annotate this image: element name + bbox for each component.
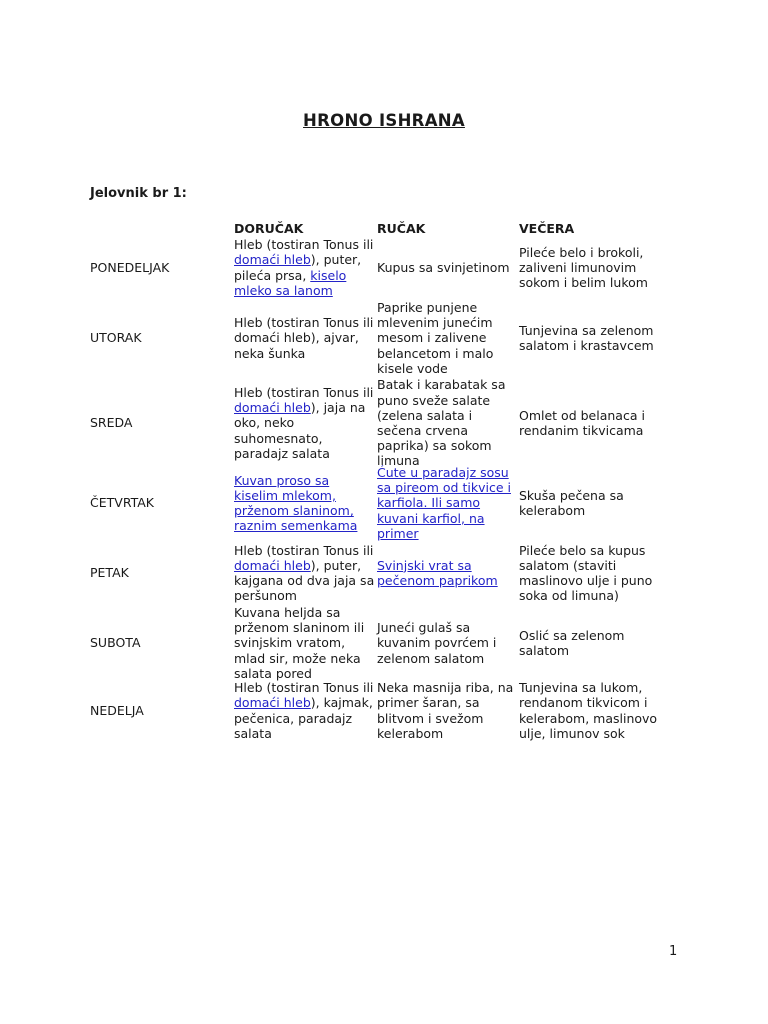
recipe-link[interactable]: kiselo mleko sa lanom (234, 267, 347, 298)
meal-text: Tunjevina sa zelenom salatom i krastavcem (519, 322, 654, 353)
day-label (90, 608, 230, 678)
menu-heading: Jelovnik br 1: (90, 186, 187, 201)
dinner-cell (519, 538, 669, 608)
table-row (90, 605, 670, 681)
table-row (90, 465, 670, 541)
meal-text: Tunjevina sa lukom, rendanom tikvicom i kelerabom, maslinovo ulje, limunov sok (519, 680, 658, 741)
table-header-row (90, 219, 670, 237)
meal-text: ), kajmak, pečenica, paradajz salata (234, 695, 373, 741)
page-number: 1 (669, 944, 678, 959)
meal-text: ), jaja na oko, neko suhomesnato, paradajz salata (234, 400, 366, 461)
breakfast-cell (234, 298, 376, 378)
meal-text: Juneći gulaš sa kuvanim povrćem i zelenom salatom (377, 620, 497, 666)
day-text: UTORAK (90, 330, 142, 346)
recipe-link[interactable]: Kuvan proso sa kiselim mlekom, prženom slaninom, raznim semenkama (234, 472, 358, 534)
day-label (90, 678, 230, 743)
table-row (90, 538, 670, 608)
header-breakfast: DORUČAK (234, 221, 304, 236)
table-row (90, 678, 670, 743)
meal-text: Batak i karabatak sa puno sveže salate (zelena salata i sečena crvena paprika) sa sokom limuna (377, 377, 506, 469)
lunch-cell (377, 678, 518, 743)
day-text: SUBOTA (90, 635, 141, 651)
meal-text: Neka masnija riba, na primer šaran, sa blitvom i svežom kelerabom (377, 680, 514, 741)
day-text: PONEDELJAK (90, 259, 170, 275)
meal-text: Paprike punjene mlevenim junećim mesom i zalivene belancetom i malo kisele vode (377, 299, 494, 376)
breakfast-cell (234, 378, 376, 468)
table-row (90, 378, 670, 468)
day-label (90, 468, 230, 538)
header-dinner: VEČERA (519, 221, 575, 236)
recipe-link[interactable]: Svinjski vrat sa pečenom paprikom (377, 557, 498, 588)
meal-table (90, 219, 670, 743)
table-body (90, 237, 670, 743)
meal-text: Hleb (tostiran Tonus ili (234, 680, 374, 696)
day-label (90, 237, 230, 298)
dinner-cell (519, 237, 669, 298)
dinner-cell (519, 678, 669, 743)
day-text: ČETVRTAK (90, 495, 155, 511)
day-label (90, 378, 230, 468)
breakfast-cell (234, 237, 376, 298)
lunch-cell (377, 608, 518, 678)
breakfast-cell (234, 538, 376, 608)
meal-text: Omlet od belanaca i rendanim tikvicama (519, 407, 645, 438)
meal-text: ), puter, pileća prsa, (234, 252, 362, 283)
day-label (90, 538, 230, 608)
meal-text: ), puter, kajgana od dva jaja sa peršunom (234, 557, 375, 604)
lunch-cell (377, 465, 518, 541)
page-title: HRONO ISHRANA (303, 111, 465, 130)
breakfast-cell (234, 468, 376, 538)
recipe-link[interactable]: domaći hleb (234, 252, 311, 268)
meal-text: Oslić sa zelenom salatom (519, 627, 625, 658)
meal-text: Hleb (tostiran Tonus ili (234, 384, 374, 400)
lunch-cell (377, 298, 518, 378)
meal-text: Hleb (tostiran Tonus ili domaći hleb), ajvar, neka šunka (234, 315, 374, 361)
meal-text: Hleb (tostiran Tonus ili (234, 237, 374, 253)
day-text: SREDA (90, 415, 133, 431)
recipe-link[interactable]: domaći hleb (234, 695, 311, 711)
day-label (90, 298, 230, 378)
meal-text: Skuša pečena sa kelerabom (519, 487, 624, 518)
table-row (90, 237, 670, 298)
table-row (90, 298, 670, 378)
lunch-cell (377, 237, 518, 298)
recipe-link[interactable]: domaći hleb (234, 400, 311, 416)
meal-text: Hleb (tostiran Tonus ili (234, 542, 374, 558)
lunch-cell (377, 538, 518, 608)
breakfast-cell (234, 678, 376, 743)
meal-text: Kupus sa svinjetinom (377, 259, 510, 275)
dinner-cell (519, 468, 669, 538)
breakfast-cell (234, 605, 376, 681)
header-lunch: RUČAK (377, 221, 426, 236)
lunch-cell (377, 378, 518, 468)
recipe-link[interactable]: domaći hleb (234, 557, 311, 573)
day-text: NEDELJA (90, 702, 144, 718)
dinner-cell (519, 298, 669, 378)
day-text: PETAK (90, 565, 129, 581)
meal-text: Pileće belo sa kupus salatom (staviti maslinovo ulje i puno soka od limuna) (519, 542, 653, 604)
meal-text: Pileće belo i brokoli, zaliveni limunovim sokom i belim lukom (519, 244, 648, 291)
meal-text: Kuvana heljda sa prženom slaninom ili svinjskim vratom, mlad sir, može neka salata pored (234, 605, 365, 681)
dinner-cell (519, 378, 669, 468)
recipe-link[interactable]: Ćute u paradajz sosu sa pireom od tikvice i karfiola. Ili samo kuvani karfiol, na primer (377, 465, 511, 541)
dinner-cell (519, 608, 669, 678)
